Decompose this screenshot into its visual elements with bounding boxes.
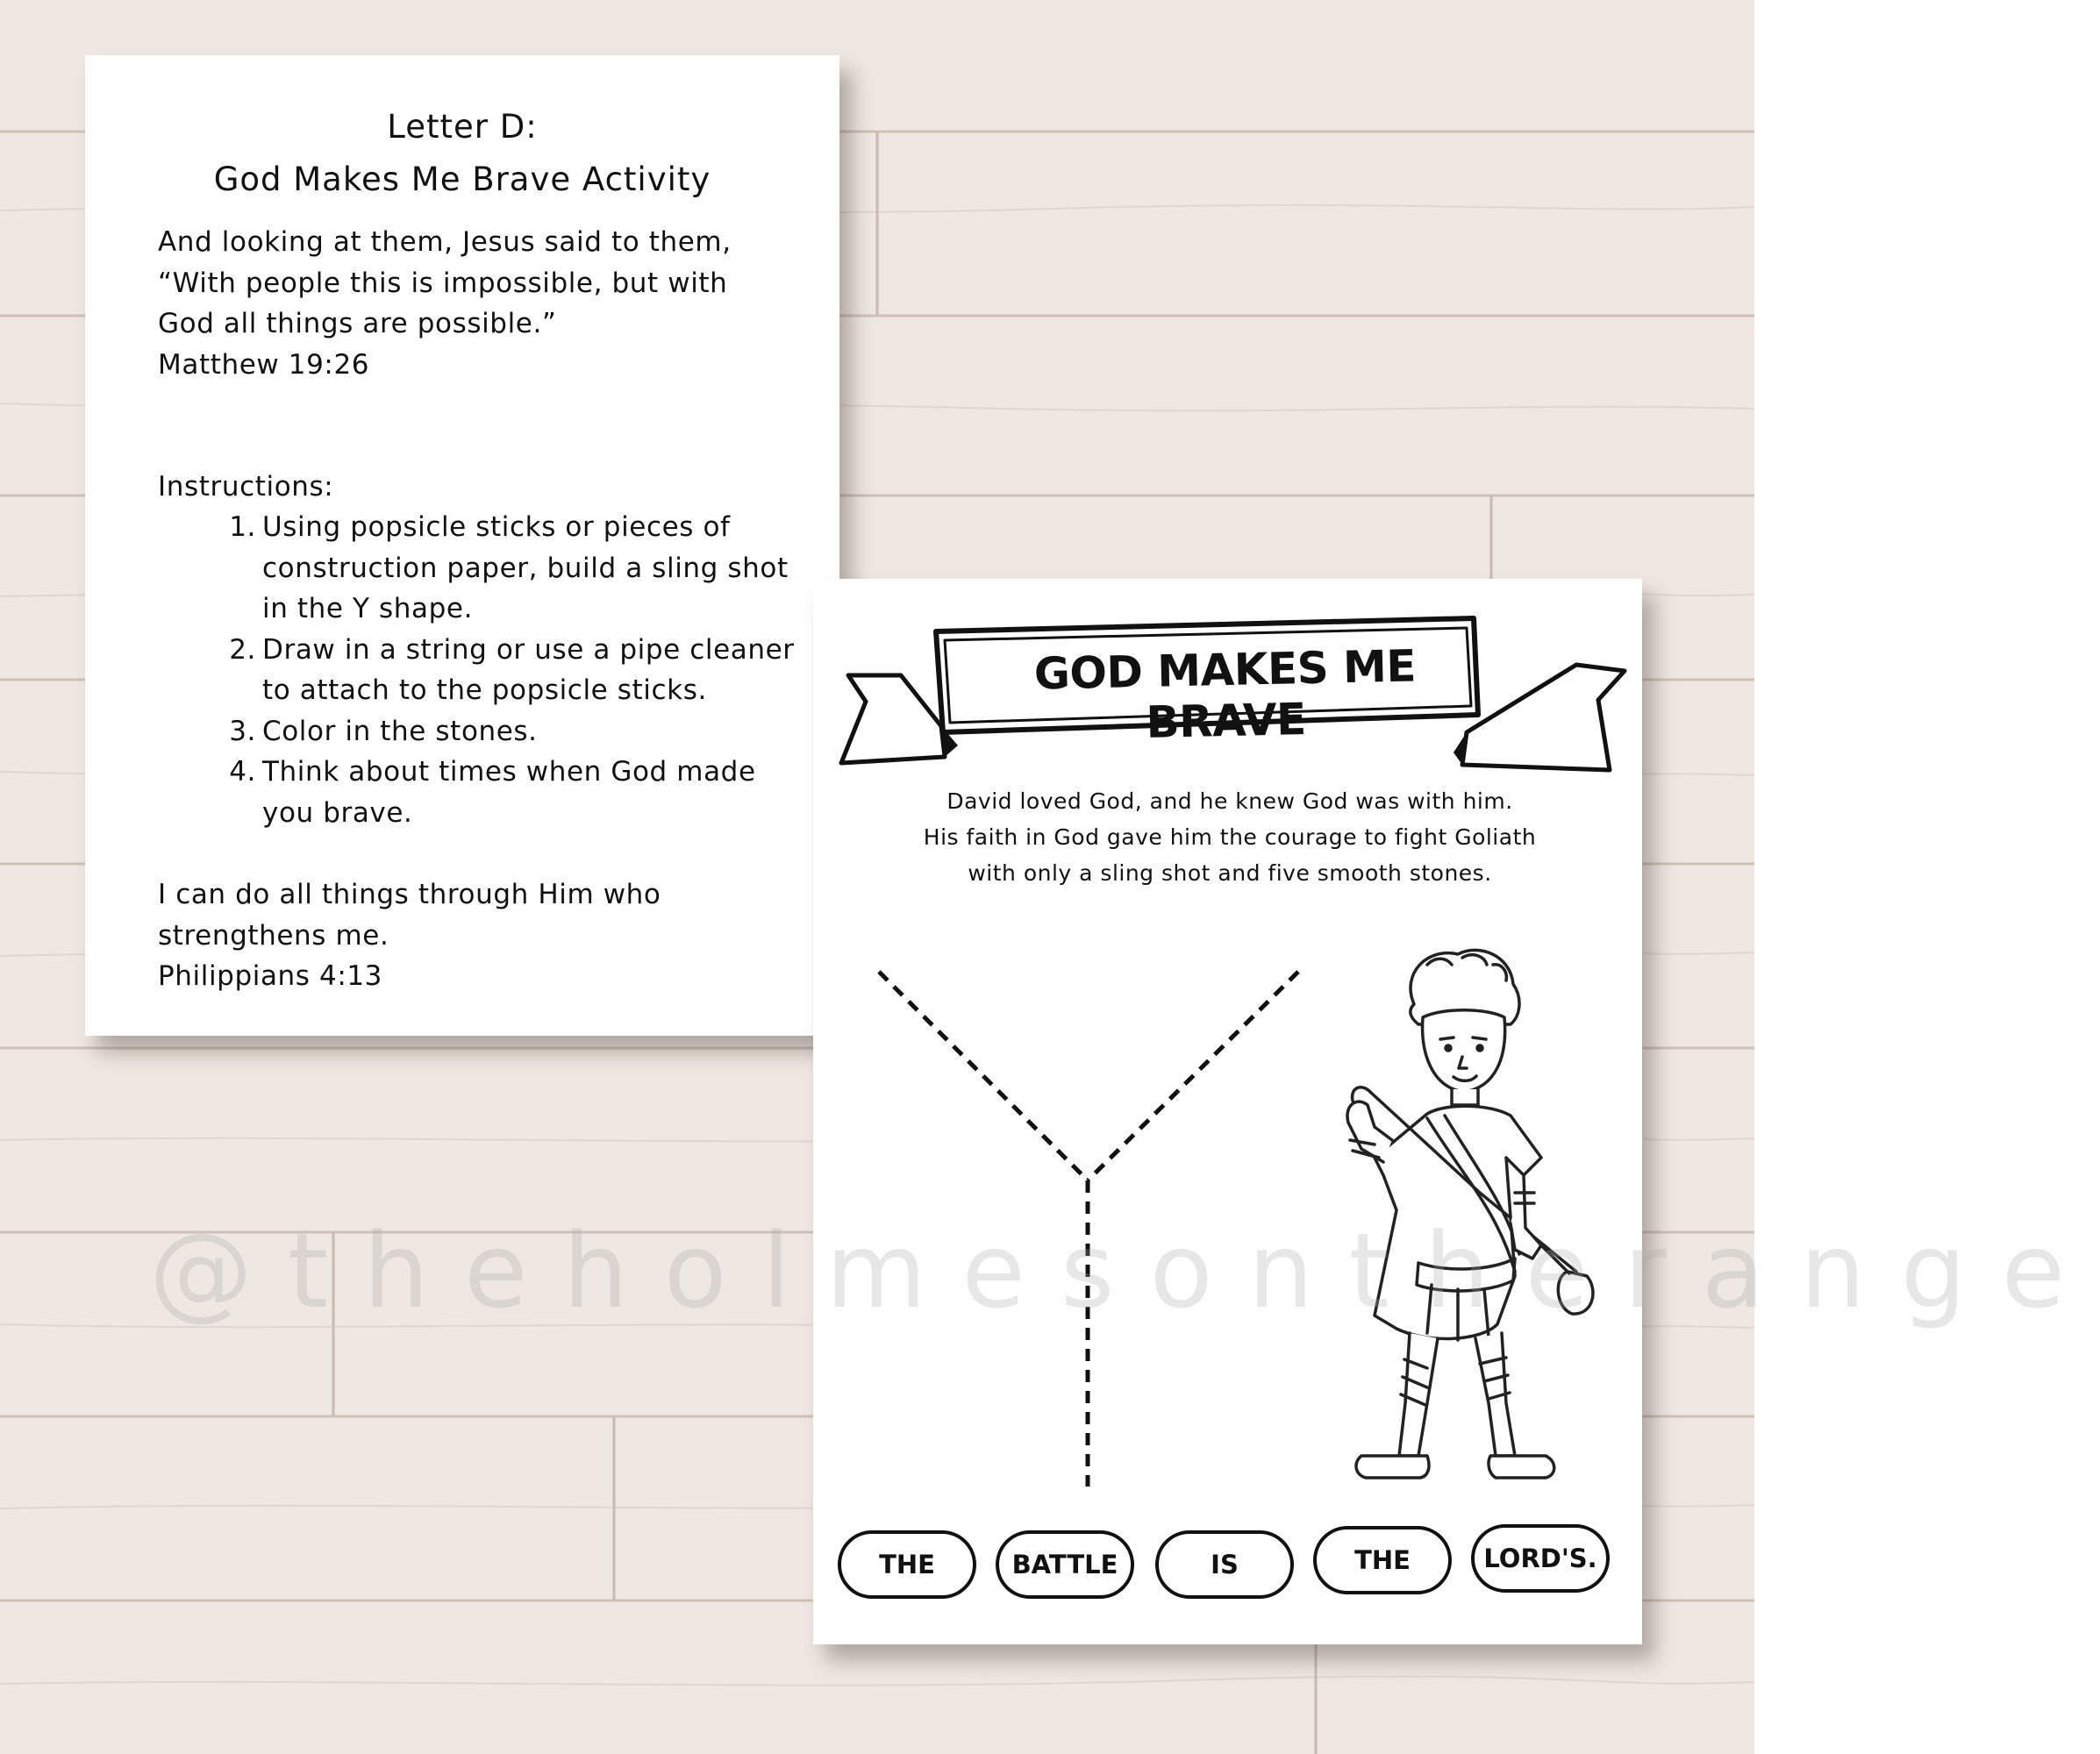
coloring-worksheet-card xyxy=(813,579,1642,1644)
watermark-text: @theholmesontherange xyxy=(149,1210,2100,1331)
activity-instructions-card xyxy=(85,55,839,1036)
instruction-item xyxy=(212,630,844,711)
instruction-number: 2. xyxy=(229,633,256,666)
word-pill: THE xyxy=(1313,1526,1452,1594)
instruction-line: in the Y shape. xyxy=(262,593,474,624)
instruction-line: Color in the stones. xyxy=(262,715,538,747)
instruction-item xyxy=(212,752,844,833)
story-line: with only a sling shot and five smooth stones. xyxy=(968,860,1492,886)
closing-verse-line: I can do all things through Him who xyxy=(158,879,661,910)
instructions-list xyxy=(212,507,844,833)
story-line: David loved God, and he knew God was with him. xyxy=(946,788,1513,814)
verse-line: And looking at them, Jesus said to them, xyxy=(158,226,732,258)
instruction-number: 4. xyxy=(229,756,256,788)
closing-verse-line: strengthens me. xyxy=(158,919,389,952)
word-pill: THE xyxy=(838,1530,976,1599)
verse-line: “With people this is impossible, but with xyxy=(158,267,728,299)
instruction-line: construction paper, build a sling shot xyxy=(262,552,789,584)
instruction-line: Draw in a string or use a pipe cleaner xyxy=(262,633,795,666)
instruction-line: Think about times when God made xyxy=(262,756,756,788)
instruction-line: you brave. xyxy=(262,796,413,829)
instruction-line: to attach to the popsicle sticks. xyxy=(262,674,707,706)
word-pill: BATTLE xyxy=(996,1530,1134,1599)
card-title-line-2: God Makes Me Brave Activity xyxy=(213,160,711,198)
closing-verse-reference: Philippians 4:13 xyxy=(158,960,383,992)
closing-verse-block xyxy=(158,874,789,997)
instructions-heading: Instructions: xyxy=(158,471,334,503)
verse-block xyxy=(158,222,789,385)
instruction-line: Using popsicle sticks or pieces of xyxy=(262,511,731,543)
word-pill: IS xyxy=(1155,1530,1294,1599)
instruction-number: 1. xyxy=(229,511,256,543)
card-title-line-1: Letter D: xyxy=(387,108,538,146)
story-line: His faith in God gave him the courage to fight Goliath xyxy=(923,824,1537,850)
verse-line: God all things are possible.” xyxy=(158,308,557,339)
word-pill: LORD'S. xyxy=(1471,1524,1610,1593)
slingshot-y-tracing-guide xyxy=(813,579,1642,1644)
verse-reference: Matthew 19:26 xyxy=(158,348,370,381)
instruction-number: 3. xyxy=(229,715,256,747)
instruction-item xyxy=(212,711,844,752)
instruction-item xyxy=(212,507,844,630)
banner-title: GOD MAKES ME BRAVE xyxy=(1033,640,1417,748)
